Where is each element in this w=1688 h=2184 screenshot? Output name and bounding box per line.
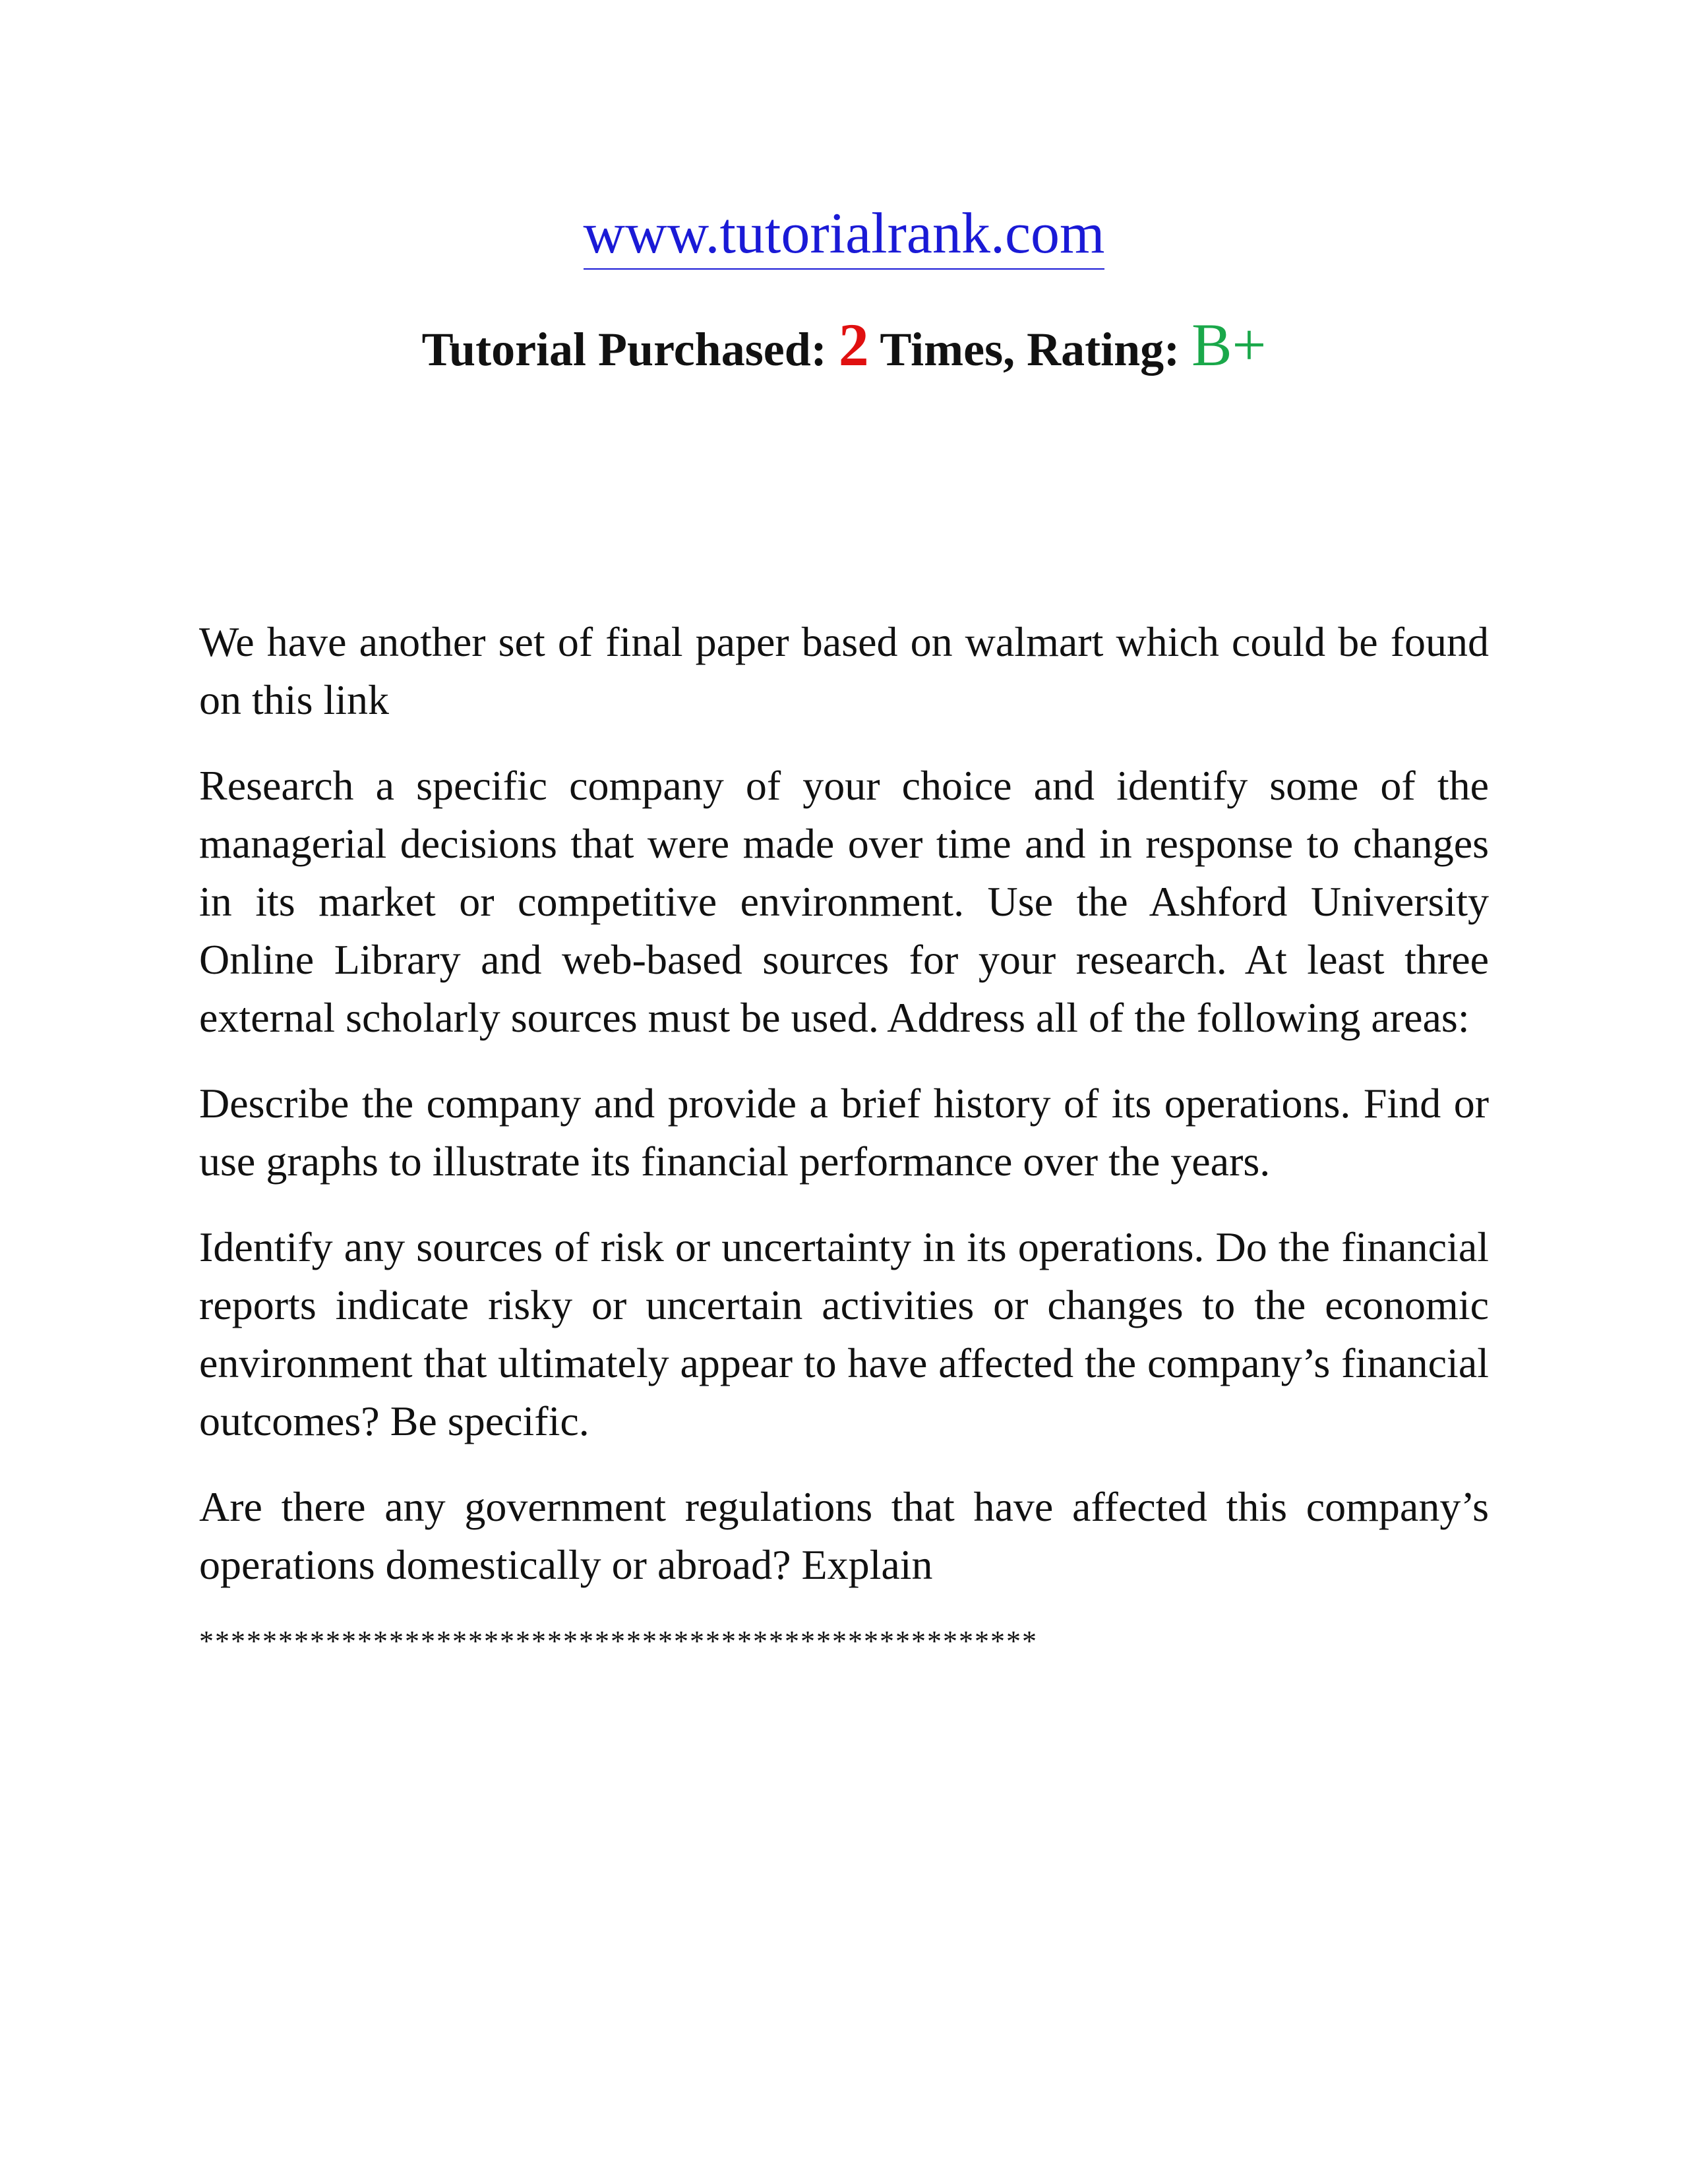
document-body (199, 613, 1489, 1661)
purchased-count: 2 (838, 311, 869, 378)
rating-label: Times, Rating: (868, 323, 1192, 376)
separator-stars: ***************************************************** (199, 1625, 1038, 1657)
purchased-label: Tutorial Purchased: (421, 323, 839, 376)
purchase-rating-line (0, 309, 1688, 386)
paragraph-intro: We have another set of final paper based on walmart which could be found on this link (199, 618, 1489, 723)
paragraph-regulations: Are there any government regulations that have affected this company’s operations domestically or abroad? Explain (199, 1483, 1489, 1588)
site-url-text[interactable]: www.tutorialrank.com (584, 202, 1105, 270)
paragraph-describe: Describe the company and provide a brief history of its operations. Find or use graphs to illustrate its financial performance over the years. (199, 1080, 1489, 1185)
site-url-link[interactable] (0, 198, 1688, 270)
paragraph-research: Research a specific company of your choice and identify some of the managerial decisions that were made over time and in response to changes in its market or competitive environment. Use the Ashford University Online Library and web-based sources for your research. At least three external scholarly sources must be used. Address all of the following areas: (199, 762, 1489, 1041)
paragraph-risk: Identify any sources of risk or uncertainty in its operations. Do the financial reports indicate risky or uncertain activities or changes to the economic environment that ultimately appear to have affected the company’s financial outcomes? Be specific. (199, 1224, 1489, 1444)
rating-grade: B+ (1191, 311, 1267, 378)
